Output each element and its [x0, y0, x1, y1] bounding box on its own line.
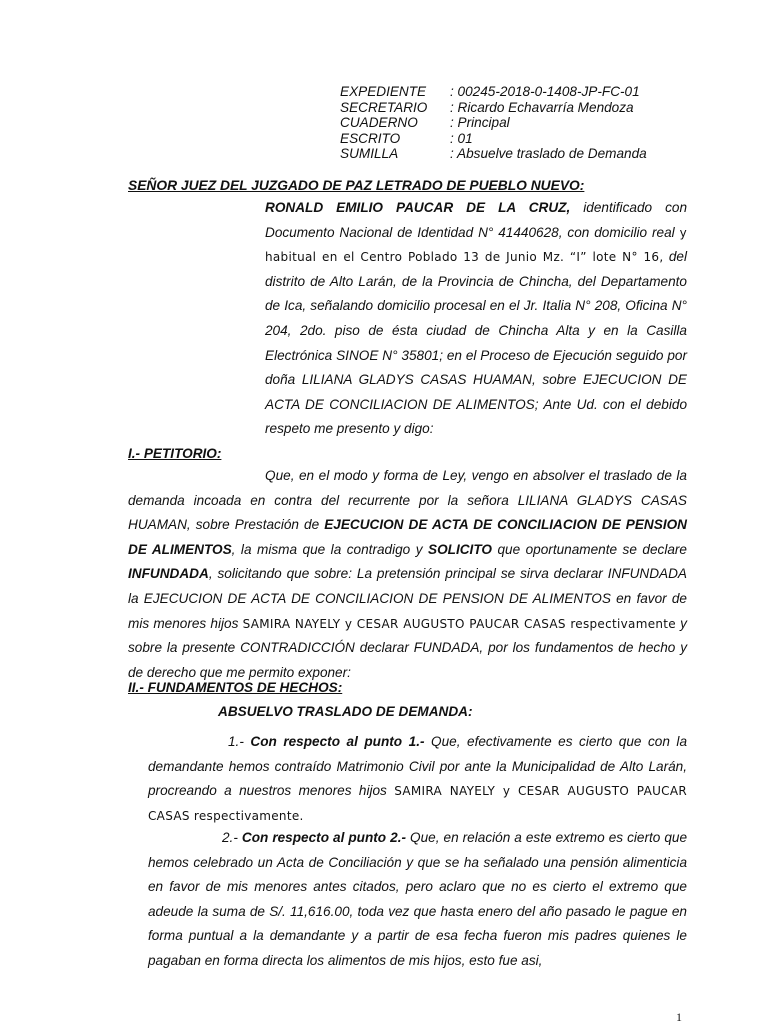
header-row: EXPEDIENTE : 00245-2018-0-1408-JP-FC-01	[340, 84, 640, 99]
petitorio-heading: I.- PETITORIO:	[128, 446, 222, 461]
case-header	[340, 84, 647, 162]
header-row: CUADERNO : Principal	[340, 115, 510, 130]
fundamentos-subheading: ABSUELVO TRASLADO DE DEMANDA:	[218, 704, 473, 719]
fundamentos-heading: II.- FUNDAMENTOS DE HECHOS:	[128, 680, 343, 695]
header-row: ESCRITO : 01	[340, 130, 473, 146]
fundamento-1: 1.- Con respecto al punto 1.- Que, efectivamente es cierto que con la demandante hemos contraído Matrimonio Civil por ante la Municipalidad de Alto Larán, procreando a nuestros menores hijos SAMIRA NAYELY y CESAR AUGUSTO PAUCAR CASAS respectivamente.	[148, 734, 687, 823]
court-address: SEÑOR JUEZ DEL JUZGADO DE PAZ LETRADO DE PUEBLO NUEVO:	[128, 178, 585, 193]
fundamento-2: 2.- Con respecto al punto 2.- Que, en relación a este extremo es cierto que hemos celebrado un Acta de Conciliación y que se ha señalado una pensión alimenticia en favor de mis menores antes citados, pero aclaro que no es cierto el extremo que adeude la suma de S/. 11,616.00, toda vez que hasta enero del año pasado le pague en forma puntual a la demandante y a partir de esa fecha fueron mis padres quienes le pagaban en forma directa los alimentos de mis hijos, esto fue asi,	[148, 830, 688, 968]
intro-paragraph: RONALD EMILIO PAUCAR DE LA CRUZ, identificado con Documento Nacional de Identidad N° 41440628, con domicilio real y habitual en el Centro Poblado 13 de Junio Mz. “I” lote N° 16, del distrito de Alto Larán, de la Provincia de Chincha, del Departamento de Ica, señalando domicilio procesal en el Jr. Italia N° 208, Oficina N° 204, 2do. piso de ésta ciudad de Chincha Alta y en la Casilla Electrónica SINOE N° 35801; en el Proceso de Ejecución seguido por doña LILIANA GLADYS CASAS HUAMAN, sobre EJECUCION DE ACTA DE CONCILIACION DE ALIMENTOS; Ante Ud. con el debido respeto me presento y digo:	[265, 200, 687, 437]
header-row: SUMILLA : Absuelve traslado de Demanda	[340, 146, 647, 161]
page-number: 1	[676, 1010, 682, 1024]
header-row: SECRETARIO : Ricardo Echavarría Mendoza	[340, 99, 634, 115]
petitorio-paragraph: Que, en el modo y forma de Ley, vengo en absolver el traslado de la demanda incoada en contra del recurrente por la señora LILIANA GLADYS CASAS HUAMAN, sobre Prestación de EJECUCION DE ACTA DE CONCILIACION DE PENSION DE ALIMENTOS, la misma que la contradigo y SOLICITO que oportunamente se declare INFUNDADA, solicitando que sobre: La pretensión principal se sirva declarar INFUNDADA la EJECUCION DE ACTA DE CONCILIACION DE PENSION DE ALIMENTOS en favor de mis menores hijos SAMIRA NAYELY y CESAR AUGUSTO PAUCAR CASAS respectivamente y sobre la presente CONTRADICCIÓN declarar FUNDADA, por los fundamentos de hecho y de derecho que me permito exponer:	[128, 468, 687, 680]
